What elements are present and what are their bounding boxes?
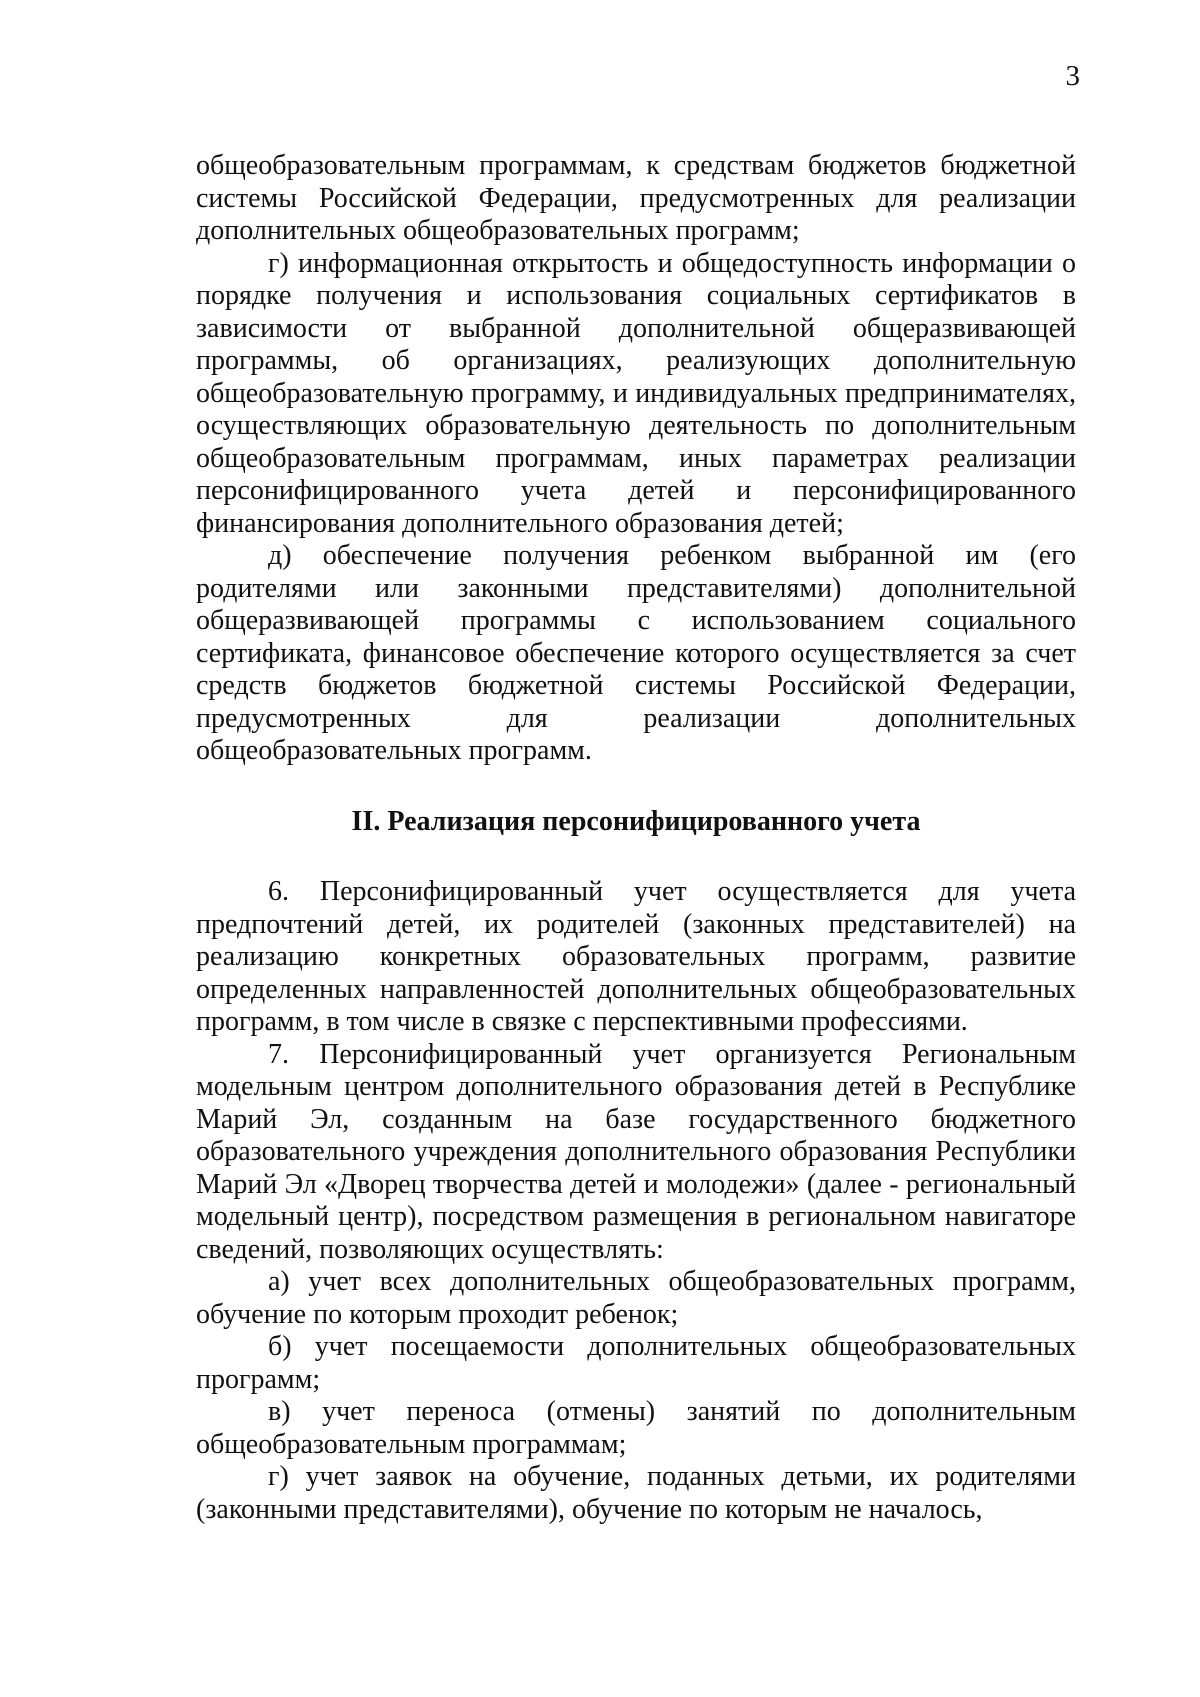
section-heading: II. Реализация персонифицированного учета bbox=[351, 805, 921, 837]
paragraph-item-a: а) учет всех дополнительных общеобразовательных программ, обучение по которым проходит ребенок; bbox=[196, 1266, 1076, 1330]
paragraph-6: 6. Персонифицированный учет осуществляется для учета предпочтений детей, их родителей (законных представителей) на реализацию конкретных образовательных программ, развитие определенных направленностей дополнительных общеобразовательных программ, в том числе в связке с перспективными профессиями. bbox=[196, 876, 1076, 1037]
page-number: 3 bbox=[1065, 60, 1080, 92]
paragraph-continuation: общеобразовательным программам, к средствам бюджетов бюджетной системы Российской Федерации, предусмотренных для реализации дополнительных общеобразовательных программ; bbox=[196, 150, 1076, 246]
paragraph-item-b: б) учет посещаемости дополнительных общеобразовательных программ; bbox=[196, 1331, 1076, 1395]
paragraph-item-d: д) обеспечение получения ребенком выбранной им (его родителями или законными представителями) дополнительной общеразвивающей программы с использованием социального сертификата, финансовое обеспечение которого осуществляется за счет средств бюджетов бюджетной системы Российской Федерации, предусмотренных для реализации дополнительных общеобразовательных программ. bbox=[196, 540, 1076, 766]
paragraph-7: 7. Персонифицированный учет организуется Региональным модельным центром дополнительного образования детей в Республике Марий Эл, созданным на базе государственного бюджетного образовательного учреждения дополнительного образования Республики Марий Эл «Дворец творчества детей и молодежи» (далее - региональный модельный центр), посредством размещения в региональном навигаторе сведений, позволяющих осуществлять: bbox=[196, 1038, 1076, 1265]
paragraph-item-v: в) учет переноса (отмены) занятий по дополнительным общеобразовательным программам; bbox=[196, 1396, 1076, 1460]
document-body bbox=[196, 150, 1076, 1526]
paragraph-item-g2: г) учет заявок на обучение, поданных детьми, их родителями (законными представителями), обучение по которым не началось, bbox=[196, 1461, 1076, 1525]
paragraph-item-g: г) информационная открытость и общедоступность информации о порядке получения и использования социальных сертификатов в зависимости от выбранной дополнительной общеразвивающей программы, об организациях, реализующих дополнительную общеобразовательную программу, и индивидуальных предпринимателях, осуществляющих образовательную деятельность по дополнительным общеобразовательным программам, иных параметрах реализации персонифицированного учета детей и персонифицированного финансирования дополнительного образования детей; bbox=[196, 247, 1076, 539]
